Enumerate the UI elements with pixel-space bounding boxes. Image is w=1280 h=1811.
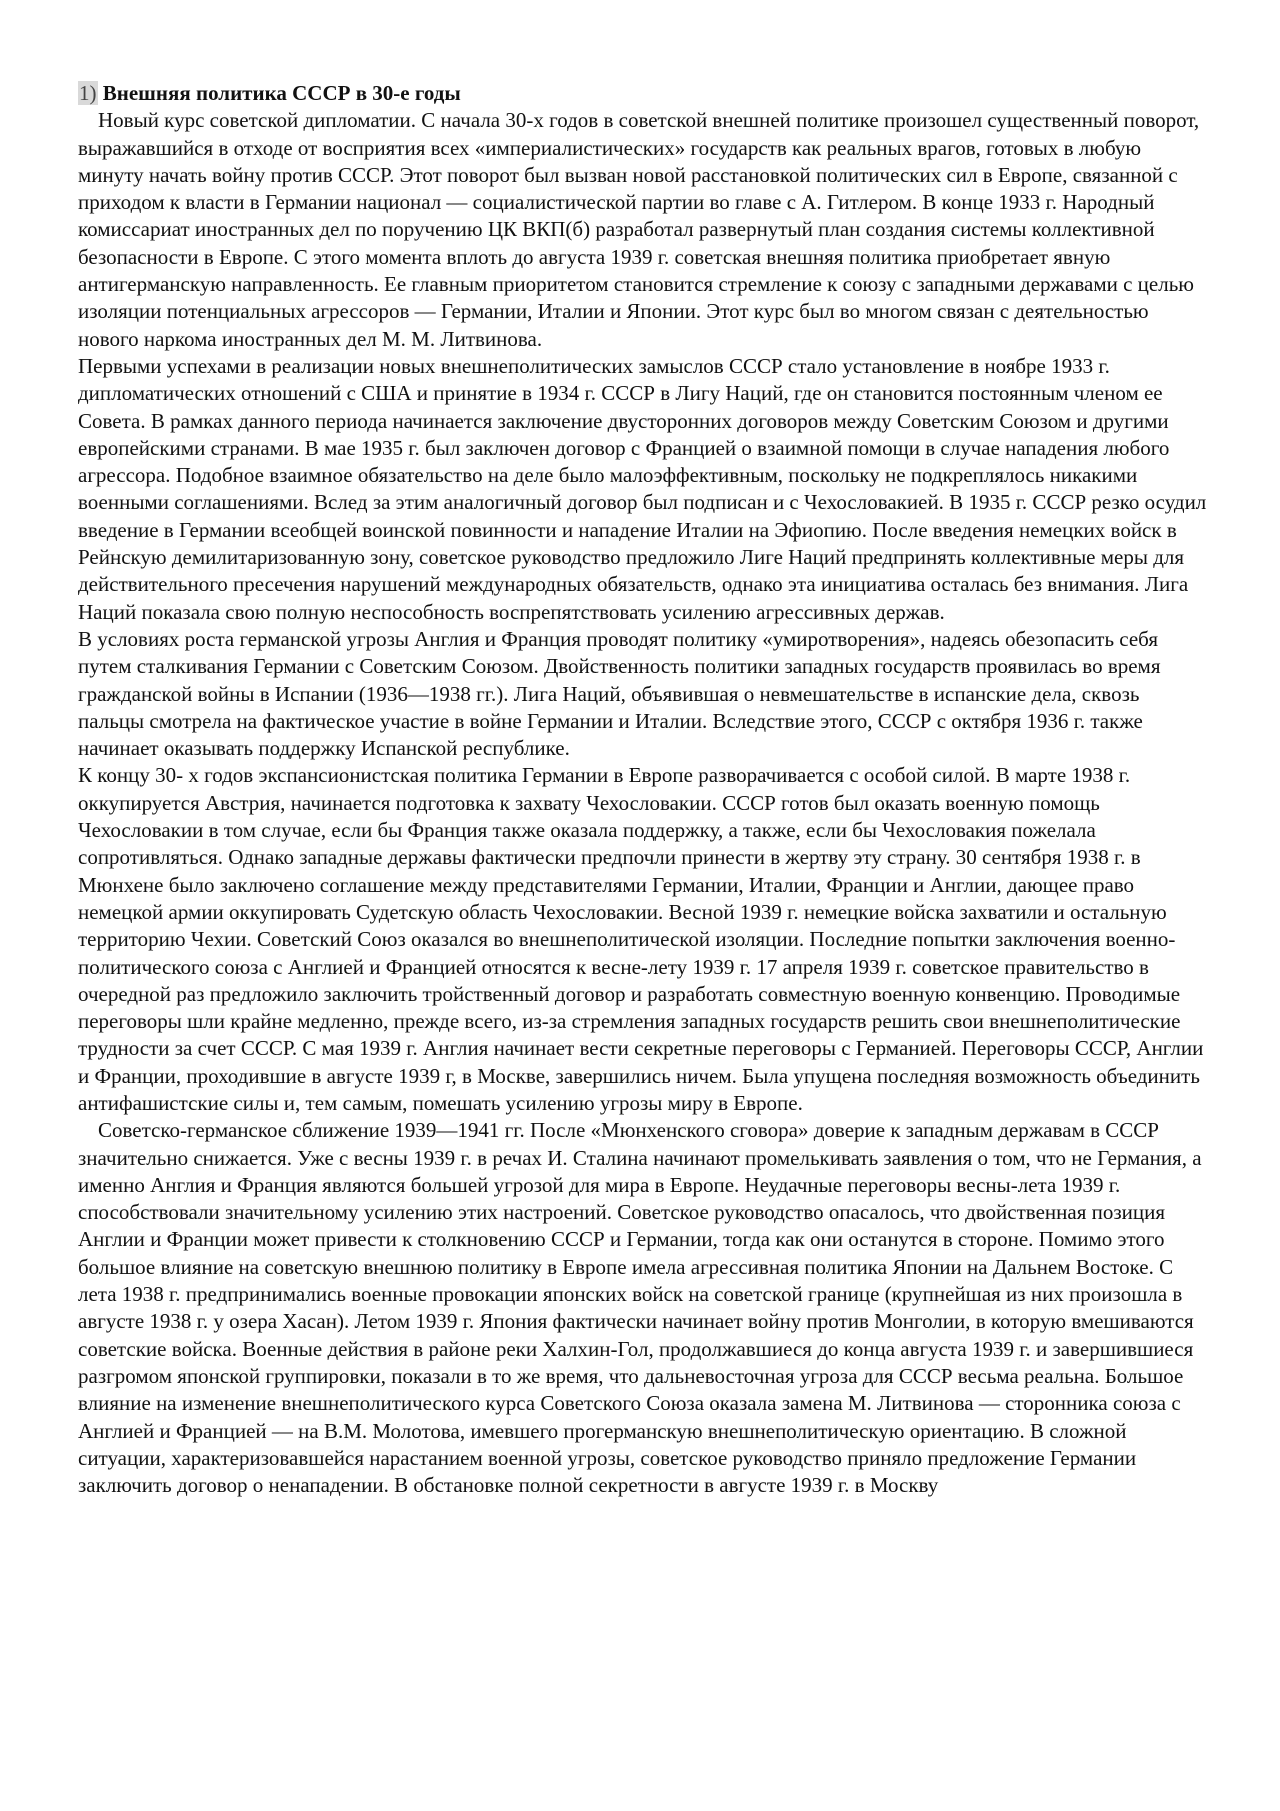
list-number: 1) (79, 81, 97, 105)
section-heading (78, 80, 1210, 107)
paragraph-new-course: Новый курс советской дипломатии. С начала 30-х годов в советской внешней политике произошел существенный поворот, выражавшийся в отходе от восприятия всех «империалистических» государств как реальных врагов, готовых в любую минуту начать войну против СССР. Этот поворот был вызван новой расстановкой политических сил в Европе, связанной с приходом к власти в Германии национал — социалистической партии во главе с А. Гитлером. В конце 1933 г. Народный комиссариат иностранных дел по поручению ЦК ВКП(б) разработал развернутый план создания системы коллективной безопасности в Европе. С этого момента вплоть до августа 1939 г. советская внешняя политика приобретает явную антигерманскую направленность. Ее главным приоритетом становится стремление к союзу с западными державами с целью изоляции потенциальных агрессоров — Германии, Италии и Японии. Этот курс был во многом связан с деятельностью нового наркома иностранных дел М. М. Литвинова. (78, 108, 1200, 351)
paragraph-soviet-german-rapprochement: Советско-германское сближение 1939—1941 гг. После «Мюнхенского сговора» доверие к западным державам в СССР значительно снижается. Уже с весны 1939 г. в речах И. Сталина начинают промелькивать заявления о том, что не Германия, а именно Англия и Франция являются большей угрозой для мира в Европе. Неудачные переговоры весны-лета 1939 г. способствовали значительному усилению этих настроений. Советское руководство опасалось, что двойственная позиция Англии и Франции может привести к столкновению СССР и Германии, тогда как они останутся в стороне. Помимо этого большое влияние на советскую внешнюю политику в Европе имела агрессивная политика Японии на Дальнем Востоке. С лета 1938 г. предпринимались военные провокации японских войск на советской границе (крупнейшая из них произошла в августе 1938 г. у озера Хасан). Летом 1939 г. Япония фактически начинает войну против Монголии, в которую вмешиваются советские войска. Военные действия в районе реки Халхин-Гол, продолжавшиеся до конца августа 1939 г. и завершившиеся разгромом японской группировки, показали в то же время, что дальневосточная угроза для СССР весьма реальна. Большое влияние на изменение внешнеполитического курса Советского Союза оказала замена М. Литвинова — сторонника союза с Англией и Францией — на В.М. Молотова, имевшего прогерманскую внешнеполитическую ориентацию. В сложной ситуации, характеризовавшейся нарастанием военной угрозы, советское руководство приняло предложение Германии заключить договор о ненападении. В обстановке полной секретности в августе 1939 г. в Москву (78, 1118, 1202, 1498)
paragraph-late-30s: К концу 30- х годов экспансионистская политика Германии в Европе разворачивается с особой силой. В марте 1938 г. оккупируется Австрия, начинается подготовка к захвату Чехословакии. СССР готов был оказать военную помощь Чехословакии в том случае, если бы Франция также оказала поддержку, а также, если бы Чехословакия пожелала сопротивляться. Однако западные державы фактически предпочли принести в жертву эту страну. 30 сентября 1938 г. в Мюнхене было заключено соглашение между представителями Германии, Италии, Франции и Англии, дающее право немецкой армии оккупировать Судетскую область Чехословакии. Весной 1939 г. немецкие войска захватили и остальную территорию Чехии. Советский Союз оказался во внешнеполитической изоляции. Последние попытки заключения военно-политического союза с Англией и Францией относятся к весне-лету 1939 г. 17 апреля 1939 г. советское правительство в очередной раз предложило заключить тройственный договор и разработать совместную военную конвенцию. Проводимые переговоры шли крайне медленно, прежде всего, из-за стремления западных государств решить свои внешнеполитические трудности за счет СССР. С мая 1939 г. Англия начинает вести секретные переговоры с Германией. Переговоры СССР, Англии и Франции, проходившие в августе 1939 г, в Москве, завершились ничем. Была упущена последняя возможность объединить антифашистские силы и, тем самым, помешать усилению угрозы миру в Европе. (78, 763, 1204, 1115)
paragraph-appeasement: В условиях роста германской угрозы Англия и Франция проводят политику «умиротворения», надеясь обезопасить себя путем сталкивания Германии с Советским Союзом. Двойственность политики западных государств проявилась во время гражданской войны в Испании (1936—1938 гг.). Лига Наций, объявившая о невмешательстве в испанские дела, сквозь пальцы смотрела на фактическое участие в войне Германии и Италии. Вследствие этого, СССР с октября 1936 г. также начинает оказывать поддержку Испанской республике. (78, 626, 1161, 761)
document-page (78, 80, 1210, 1499)
heading-title: Внешняя политика СССР в 30-е годы (102, 81, 461, 105)
paragraph-first-successes: Первыми успехами в реализации новых внешнеполитических замыслов СССР стало установление в ноябре 1933 г. дипломатических отношений с США и принятие в 1934 г. СССР в Лигу Наций, где он становится постоянным членом ее Совета. В рамках данного периода начинается заключение двусторонних договоров между Советским Союзом и другими европейскими странами. В мае 1935 г. был заключен договор с Францией о взаимной помощи в случае нападения любого агрессора. Подобное взаимное обязательство на деле было малоэффективным, поскольку не подкреплялось никакими военными соглашениями. Вслед за этим аналогичный договор был подписан и с Чехословакией. В 1935 г. СССР резко осудил введение в Германии всеобщей воинской повинности и нападение Италии на Эфиопию. После введения немецких войск в Рейнскую демилитаризованную зону, советское руководство предложило Лиге Наций предпринять коллективные меры для действительного пресечения нарушений международных обязательств, однако эта инициатива осталась без внимания. Лига Наций показала свою полную неспособность воспрепятствовать усилению агрессивных держав. (78, 353, 1207, 624)
